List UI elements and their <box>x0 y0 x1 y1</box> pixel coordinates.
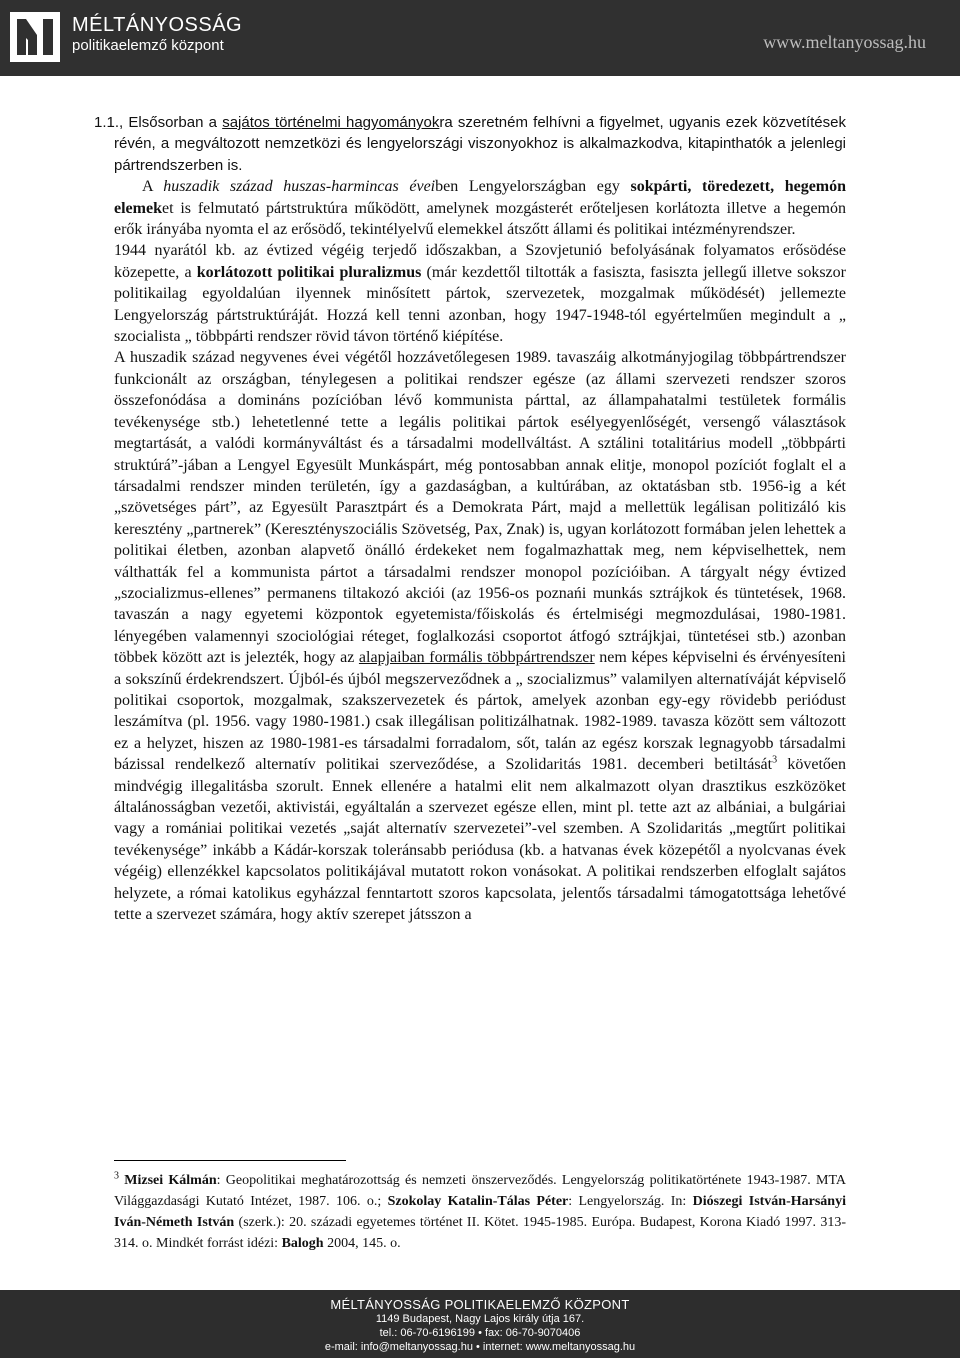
author: Balogh <box>281 1236 324 1251</box>
brand <box>72 14 242 56</box>
header-site-url[interactable]: www.meltanyossag.hu <box>763 32 926 52</box>
paragraph-3 <box>114 240 846 347</box>
text-run: A huszadik század negyvenes évei végétől hozzávetőlegesen 1989. tavaszáig alkotmányjogilag többpártrendszer funkcionált az országban, ténylegesen a politikai rendszer egésze (az állami szervezeti rendszer szoros összefonódása a domináns pozícióban lévő kommunista párttal, az állampahatalmi testületek formális tevékenysége stb.) lehetetlenné tette a legális politikai pártok esélyegyenlőségét, versengő választások megtartását, a valódi kormányváltást és a társadalmi modellváltást. A sztálini totalitárius modell „többpárti struktúrá”-jában a Lengyel Egyesült Munkáspárt, még pontosabban annak elitje, monopol pozíciót foglalt el a társadalmi rendszer minden területén, így a gazdaságban, a kultúrában, az oktatásban stb. 1956-ig a két „szövetséges párt”, az Egyesült Parasztpárt és a Demokrata Párt, majd a mellettük legálisan politizáló kis keresztény „partnerek” (Keresztényszociális Szövetség, Pax, Znak) is, ugyan korlátozott formában jelen lehettek a politikai életben, azonban alapvető önálló érdekeket nem fogalmazhattak meg, nem képviselhettek, nem válthatták fel a kommunista pártot a társadalmi rendszer monopol pozícióiban. A tárgyalt négy évtized „szocializmus-ellenes” permanens tiltakozó akciói (az 1956-os poznańi munkás sztrájkok és tüntetések, 1968. tavaszán a nagy egyetemi központok egyetemista/főiskolás és értelmiségi megmozdulásai, 1980-1981. lényegében valamennyi szociológiai réteget, foglalkozási csoportot átfogó sztrájkjai, tüntetései stb.) azonban többek között azt is jelezték, hogy az <box>114 349 846 667</box>
paragraph-2 <box>114 176 846 240</box>
footnote <box>114 1170 846 1254</box>
text-run: követően mindvégig illegalitásba szorult. Ennek ellenére a hatalmi elit nem alkalmazott olyan drasztikus eszközöket általánosságban vezetői, aktivistái, egyáltalán a szervezet egésze ellen, mint pl. tette azt az albániai, a bulgáriai vagy a romániai politikai vezetés „saját alternatív szervezetei”-vel szemben. A Szolidaritás „megtűrt politikai tevékenysége” inkább a Kádár-korszak toleránsabb periódusa (kb. a hatvanas évek közepétől a nyolcvanas évek végéig) ellenzékkel kapcsolatos politikájával mutatott rokon vonásokat. A politikai rendszerben elfoglalt sajátos helyzete, a római katolikus egyházzal fenntartott szoros kapcsolata, jelentős társadalmi támogatottsága lehetővé tette a szervezet számára, hogy aktív szerepet játsszon a <box>114 756 846 924</box>
text-run: (már kezdettől tiltották a fasiszta, fasiszta jellegű illetve sokszor politikailag egyoldalúan ilyennek minősített pártok, szervezetek, mozgalmak működését) jellemezte Lengyelország pártstruktúráját. Hozzá kell tenni azonban, hogy 1947-1948-tól egyértelműen megindult a „ szocialista „ többpárti rendszer rövid távon történő kiépítése. <box>114 263 846 346</box>
text-run: (szerk.): 20. századi egyetemes történet II. Kötet. 1945-1985. Európa. Budapest, Korona Kiadó 1997. 313-314. o. Mindkét forrást idézi: <box>114 1215 846 1251</box>
text-run: 2004, 145. o. <box>323 1236 401 1251</box>
document-body <box>94 112 847 925</box>
brand-title: MÉLTÁNYOSSÁG <box>72 14 243 36</box>
page-footer <box>0 1290 960 1358</box>
footer-address: 1149 Budapest, Nagy Lajos király útja 167. <box>375 1313 585 1325</box>
text-run: : Lengyelország. In: <box>568 1194 693 1209</box>
text-run: A <box>142 178 164 196</box>
italic-text: huszadik század huszas-harmincas évei <box>163 178 436 196</box>
paragraph-4 <box>114 347 846 925</box>
underlined-text: sajátos történelmi hagyományok <box>222 114 440 131</box>
footnote-ref[interactable]: 3 <box>772 754 778 766</box>
text-run: nem képes képviselni és érvényesíteni a sokszínű érdekrendszert. Újból-és újból megszerveződnek a „ szocializmus” valamilyen alternatíváját képviselő politikai csoportok, mozgalmak, szakszervezetek és pártok, amelyek azonban egy-egy rövidebb periódust leszámítva (pl. 1956. vagy 1980-1981.) csak illegálisan politizálhatnak. 1982-1989. tavasza között sem változott ez a helyzet, hiszen az 1980-1981-es társadalmi forradalom, sőt, talán az egész korszak legnagyobb társadalmi bázissal rendelkező alternatív politikai szerveződése, a Szolidaritás 1981. decemberi betiltását <box>114 649 846 774</box>
paragraph-1 <box>94 112 846 176</box>
text-run: et is felmutató pártstruktúra működött, amelynek mozgásterét erőteljesen korlátozta illetve a hegemón erők irányába nyomta el az erősödő, tekintélyelvű elemekkel átszőtt állami és politikai intézményrendszer. <box>114 199 846 239</box>
bold-text: korlátozott politikai pluralizmus <box>196 263 422 281</box>
footer-org-name: MÉLTÁNYOSSÁG POLITIKAELEMZŐ KÖZPONT <box>330 1297 630 1312</box>
text-run: : Geopolitikai meghatározottság és nemzeti önszerveződés. Lengyelország politikatörténete 1943-1987. MTA Világgazdasági Kutató Intézet, 1987. 106. o.; <box>114 1173 846 1209</box>
author: Szokolay Katalin-Tálas Péter <box>387 1194 569 1209</box>
underlined-text: alapjaiban formális többpártrendszer <box>358 649 595 667</box>
bold-text: sokpárti, töredezett, hegemón elemek <box>114 178 847 217</box>
text-run: 1.1., Elsősorban a <box>94 114 223 131</box>
meltanyossag-logo-icon <box>10 12 60 62</box>
footnote-divider <box>114 1160 346 1161</box>
footnote-text <box>114 1170 846 1254</box>
text-run: ra szeretném felhívni a figyelmet, ugyanis ezek közvetítések révén, a megváltozott nemzetközi és lengyelországi viszonyokhoz is alkalmazkodva, kitapinthatók a jelenlegi pártrendszerben is. <box>114 114 846 174</box>
footnote-number: 3 <box>114 1170 119 1182</box>
author: Diószegi István-Harsányi Iván-Németh István <box>114 1194 846 1230</box>
footer-contact[interactable]: e-mail: info@meltanyossag.hu • internet: www.meltanyossag.hu <box>324 1341 636 1353</box>
text-run: ben Lengyelországban egy <box>435 178 631 196</box>
footer-phone: tel.: 06-70-6196199 • fax: 06-70-9070406 <box>379 1327 581 1339</box>
text-run: 1944 nyarától kb. az évtized végéig terjedő időszakban, a Szovjetunió befolyásának folyamatos erősödése közepette, a <box>114 242 846 281</box>
page-header <box>0 0 960 76</box>
author: Mizsei Kálmán <box>124 1173 217 1188</box>
brand-subtitle: politikaelemző központ <box>72 37 224 54</box>
